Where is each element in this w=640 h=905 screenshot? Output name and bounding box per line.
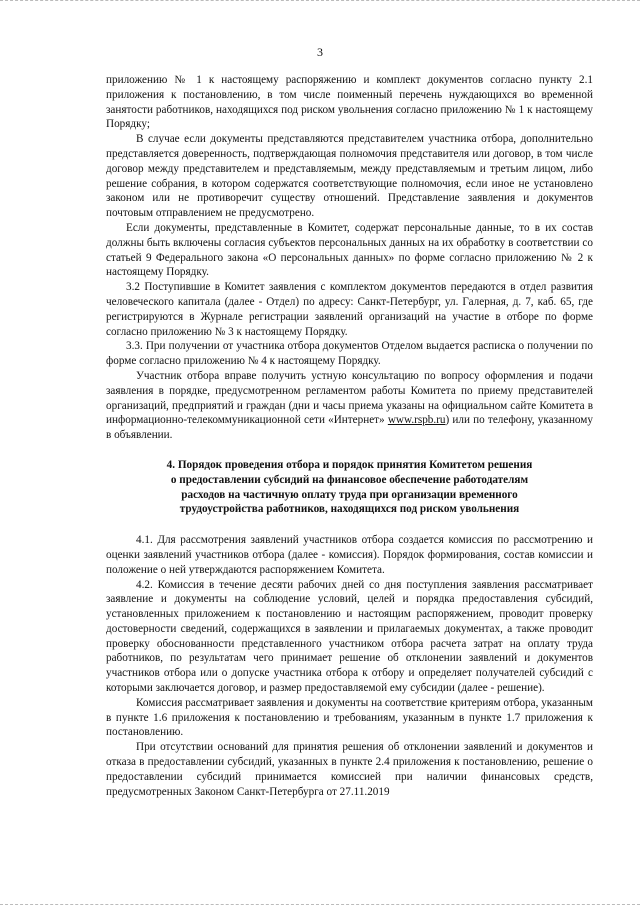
consultation-text-end: ) или по телефону, указанному в объявлении. [106,414,593,442]
paragraph-consultation [106,369,593,443]
document-body [106,73,593,799]
paragraph-criteria: Комиссия рассматривает заявления и документы на соответствие критериям отбора, указанным в пункте 1.6 приложения к постановлению и требованиям, указанным в пункте 1.7 приложения к постановлению. [106,696,593,739]
consultation-text: Участник отбора вправе получить устную консультацию по вопросу оформления и подачи заявления в порядке, предусмотренном регламентом работы Комитета по приему представителей организаций, предприятий и граждан (дни и часы приема указаны на официальном сайте Комитета в информационно-телекоммуникационной сети «Интернет» [106,369,593,427]
section-heading-4 [106,458,593,517]
heading-line: о предоставлении субсидий на финансовое обеспечение работодателям [170,473,529,486]
paragraph-4-2: 4.2. Комиссия в течение десяти рабочих дней со дня поступления заявления рассматривает заявление и документы на соблюдение условий, целей и порядка предоставления субсидий, установленных приложением к постановлению и настоящим распоряжением, проводит проверку достоверности сведений, содержащихся в заявлении и прилагаемых документах, а также проводит проверку обоснованности представленного участником отбора расчета затрат на оплату труда работников, по результатам чего принимает решение об отклонении заявлений и документов участников отбора или о допуске участника отбора к отбору и определяет получателей субсидий с которыми заключается договор, и размер предоставляемой ему субсидии (далее - решение). [106,578,593,695]
paragraph-personal-data: Если документы, представленные в Комитет, содержат персональные данные, то в их состав должны быть включены согласия субъектов персональных данных на их обработку в соответствии со статьей 9 Федерального закона «О персональных данных» по форме согласно приложению № 2 к настоящему Порядку. [106,221,593,279]
scan-edge-bottom [0,901,640,905]
paragraph-4-1: 4.1. Для рассмотрения заявлений участников отбора создается комиссия по рассмотрению и оценки заявлений участников отбора (далее - комиссия). Порядок формирования, состав комиссии и положение о ней утверждаются распоряжением Комитета. [106,534,593,576]
website-link[interactable]: www.rspb.ru [387,414,446,427]
scan-edge-top [0,0,640,4]
heading-line: 4. Порядок проведения отбора и порядок принятия Комитетом решения [166,458,533,471]
heading-line: трудоустройства работников, находящихся под риском увольнения [179,503,520,516]
paragraph-3-3: 3.3. При получении от участника отбора документов Отделом выдается расписка о получении по форме согласно приложению № 4 к настоящему Порядку. [106,340,593,368]
page-number: 3 [317,45,323,59]
paragraph-decision: При отсутствии оснований для принятия решения об отклонении заявлений и документов и отказа в предоставлении субсидий, указанных в пункте 2.4 приложения к постановлению, решение о предоставлении субсидий принимается комиссией при наличии финансовых средств, предусмотренных Законом Санкт-Петербурга от 27.11.2019 [106,741,593,798]
paragraph-3-2: 3.2 Поступившие в Комитет заявления с комплектом документов передаются в отдел развития человеческого капитала (далее - Отдел) по адресу: Санкт-Петербург, ул. Галерная, д. 7, каб. 65, где регистрируются в Журнале регистрации заявлений организаций на участие в отборе по форме согласно приложению № 3 к настоящему Порядку. [106,281,593,338]
paragraph-representative: В случае если документы представляются представителем участника отбора, дополнительно представляется доверенность, подтверждающая полномочия представителя или договор, в том числе договор между представителем и представляемым, между представляемым и третьим лицом, либо решение собрания, в котором содержатся соответствующие полномочия, если иное не установлено законом или не противоречит существу отношений. Представление заявления и документов почтовым отправлением не предусмотрено. [106,133,593,220]
paragraph-continuation: приложению № 1 к настоящему распоряжению и комплект документов согласно пункту 2.1 приложения к постановлению, в том числе поименный перечень нуждающихся во временной занятости работников, находящихся под риском увольнения согласно приложению № 1 к настоящему Порядку; [106,74,593,131]
heading-line: расходов на частичную оплату труда при организации временного [181,488,518,501]
